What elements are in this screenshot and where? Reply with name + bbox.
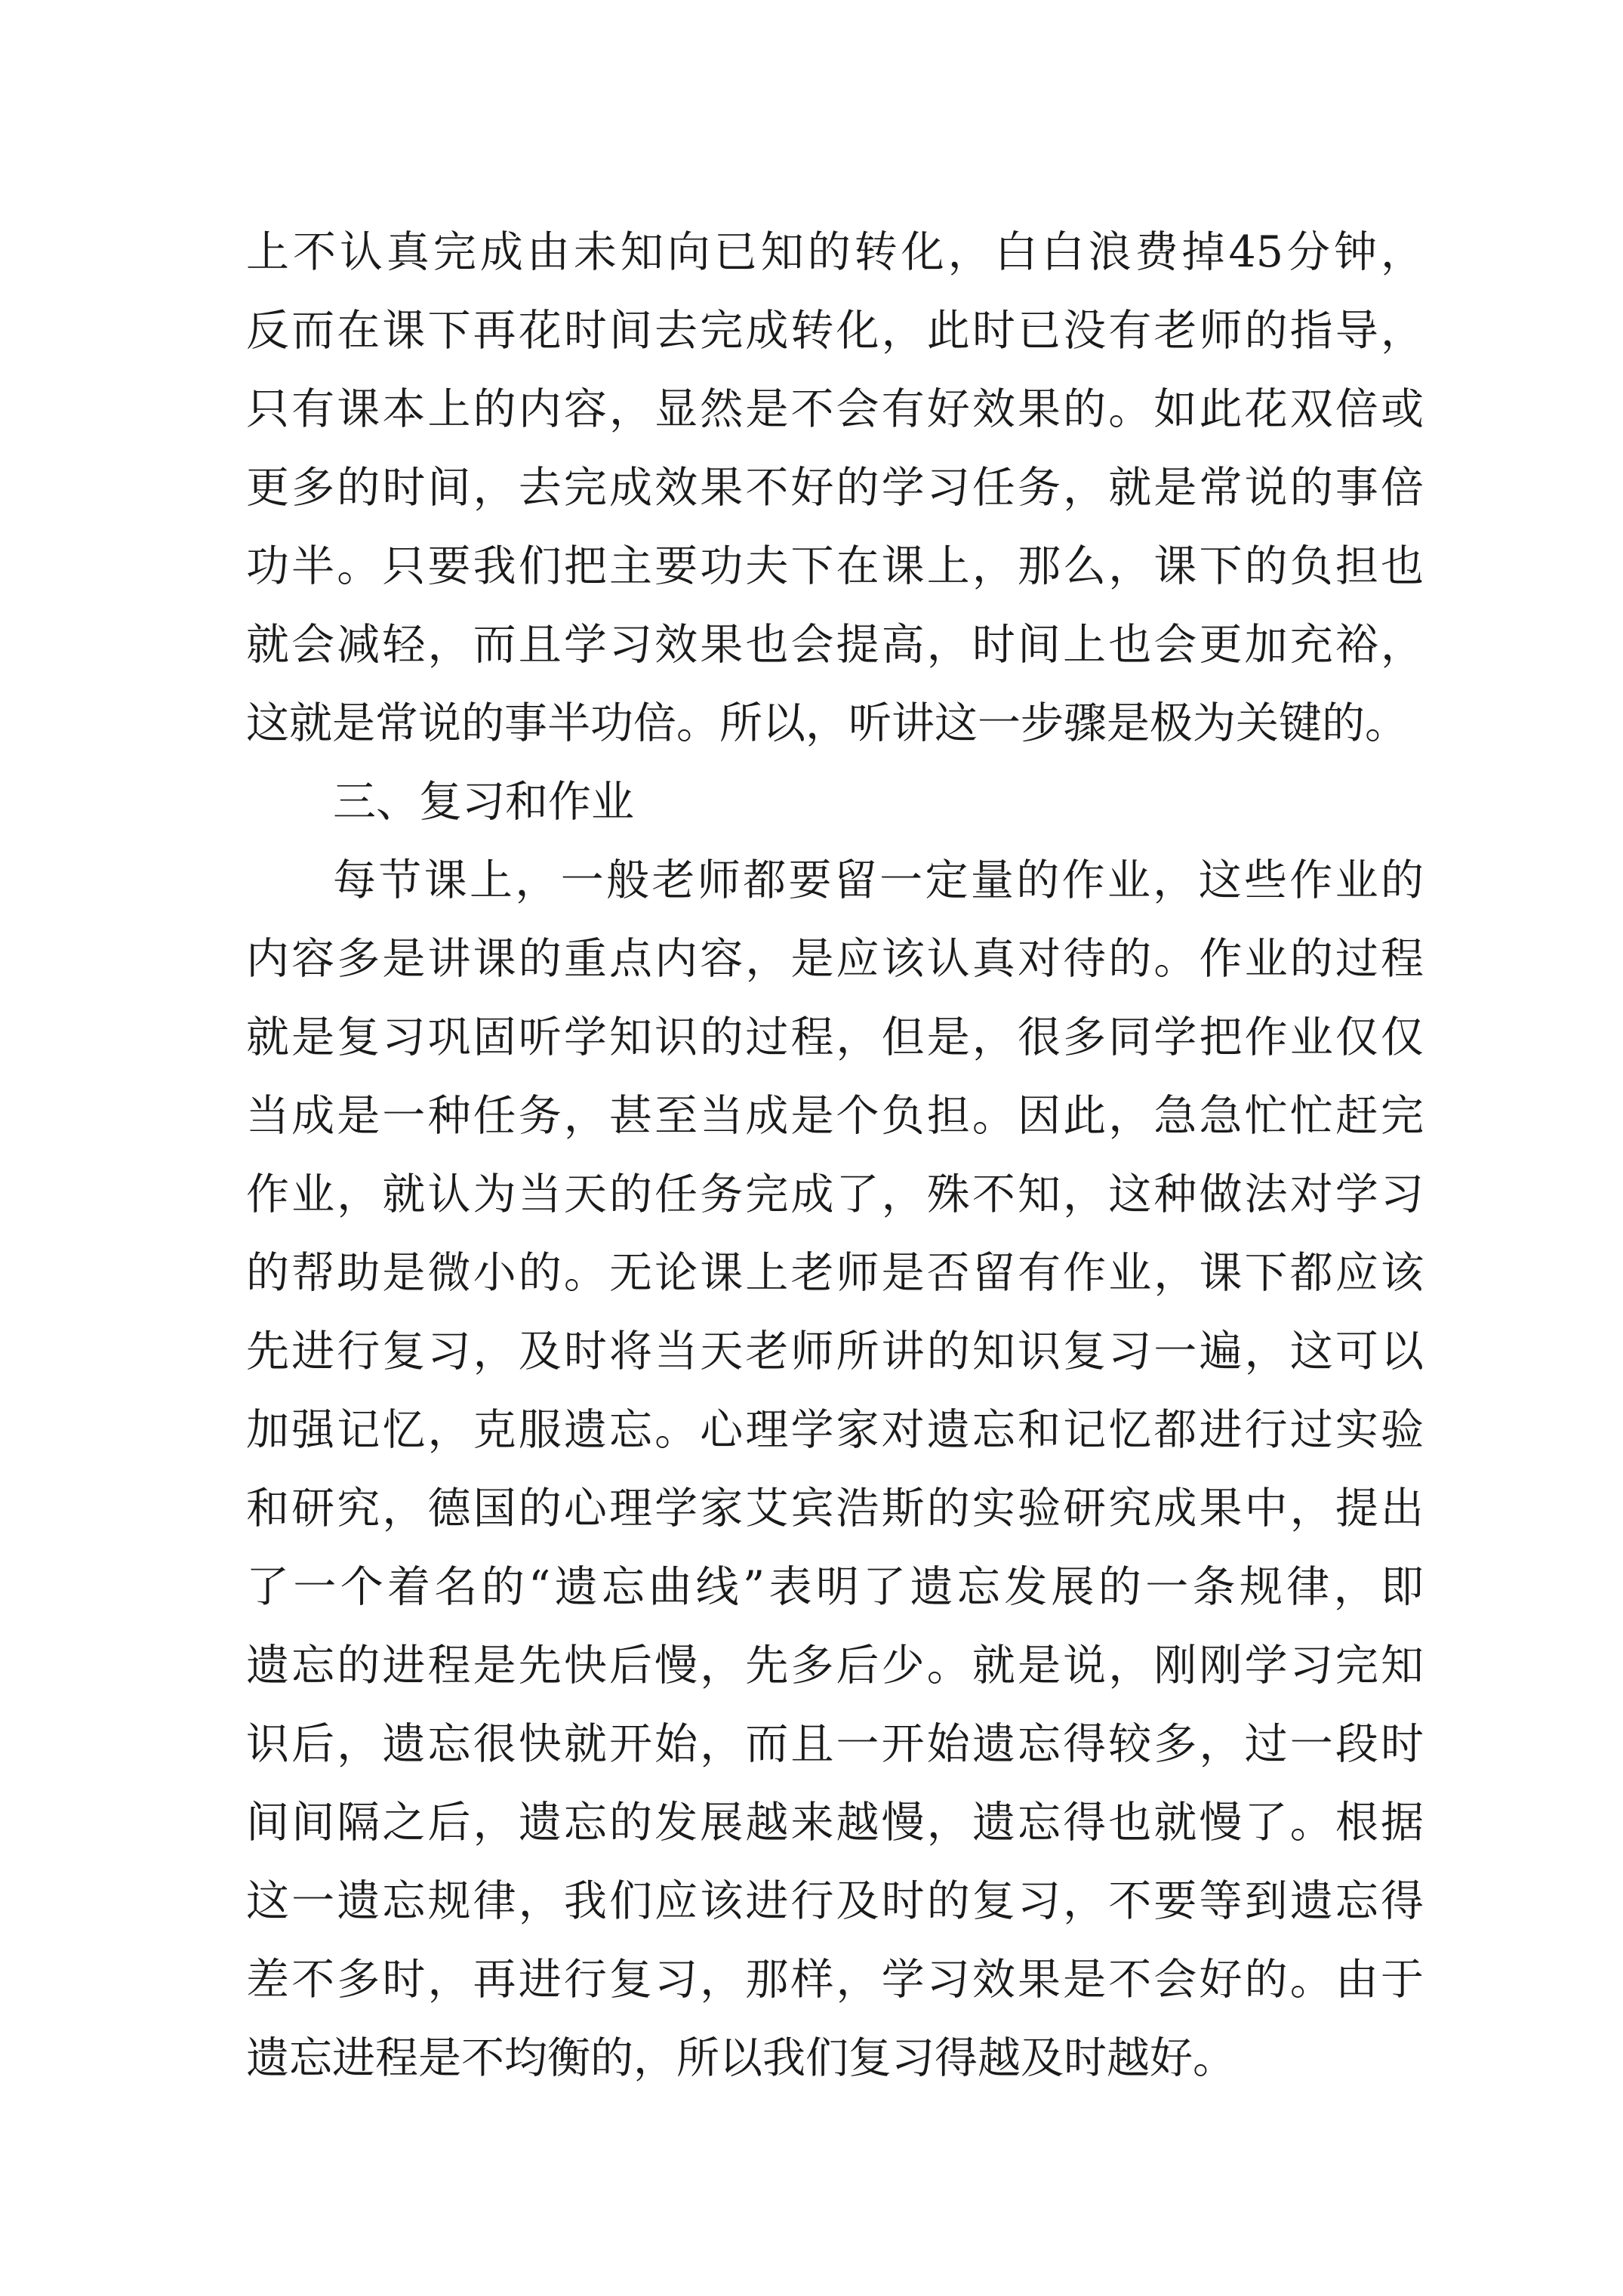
text-line: 更多的时间，去完成效果不好的学习任务，就是常说的事倍 (246, 463, 1424, 513)
text-line: 就会减轻，而且学习效果也会提高，时间上也会更加充裕， (246, 620, 1424, 670)
text-line: 就是复习巩固听学知识的过程，但是，很多同学把作业仅仅 (246, 1012, 1424, 1062)
text-line: 这就是常说的事半功倍。所以，听讲这一步骤是极为关键的。 (246, 698, 1408, 748)
text-line: 只有课本上的内容，显然是不会有好效果的。如此花双倍或 (246, 384, 1424, 434)
text-line: 和研究，德国的心理学家艾宾浩斯的实验研究成果中，提出 (246, 1484, 1424, 1533)
body-text (246, 213, 1424, 2097)
text-line: 遗忘的进程是先快后慢，先多后少。就是说，刚刚学习完知 (246, 1641, 1424, 1690)
section-heading: 三、复习和作业 (333, 777, 634, 827)
text-line: 了一个着名的“遗忘曲线”表明了遗忘发展的一条规律，即 (246, 1562, 1424, 1612)
text-line: 每节课上，一般老师都要留一定量的作业，这些作业的 (333, 855, 1424, 905)
text-line: 的帮助是微小的。无论课上老师是否留有作业，课下都应该 (246, 1248, 1424, 1298)
text-line: 功半。只要我们把主要功夫下在课上，那么，课下的负担也 (246, 541, 1424, 591)
text-line: 识后，遗忘很快就开始，而且一开始遗忘得较多，过一段时 (246, 1719, 1424, 1769)
text-line: 内容多是讲课的重点内容，是应该认真对待的。作业的过程 (246, 934, 1424, 984)
text-line: 作业，就认为当天的任务完成了，殊不知，这种做法对学习 (246, 1170, 1424, 1219)
text-line: 先进行复习，及时将当天老师所讲的知识复习一遍，这可以 (246, 1327, 1424, 1376)
text-line: 加强记忆，克服遗忘。心理学家对遗忘和记忆都进行过实验 (246, 1405, 1424, 1455)
text-line: 差不多时，再进行复习，那样，学习效果是不会好的。由于 (246, 1955, 1424, 2005)
text-line: 间间隔之后，遗忘的发展越来越慢，遗忘得也就慢了。根据 (246, 1798, 1424, 1848)
text-line: 遗忘进程是不均衡的，所以我们复习得越及时越好。 (246, 2033, 1236, 2083)
text-line: 当成是一种任务，甚至当成是个负担。因此，急急忙忙赶完 (246, 1091, 1424, 1141)
text-line: 反而在课下再花时间去完成转化，此时已没有老师的指导， (246, 306, 1424, 356)
text-line: 上不认真完成由未知向已知的转化，白白浪费掉45分钟， (246, 227, 1424, 277)
text-line: 这一遗忘规律，我们应该进行及时的复习，不要等到遗忘得 (246, 1876, 1424, 1926)
